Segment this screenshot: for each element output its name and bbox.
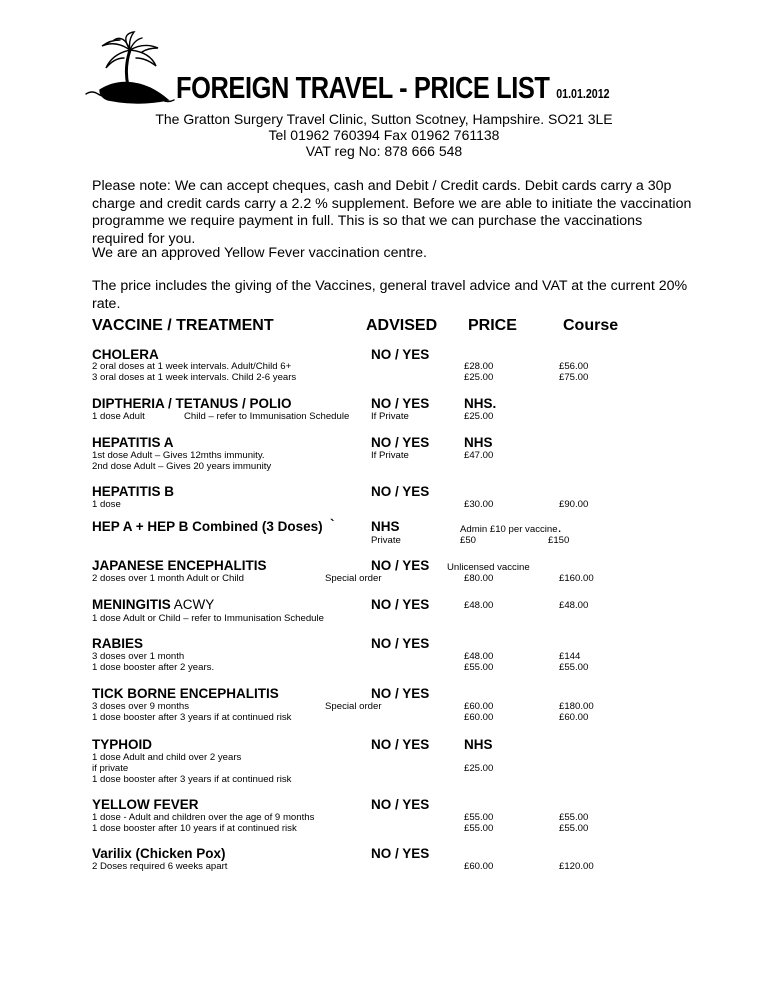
price-value: £48.00: [464, 651, 494, 662]
vaccine-name-hepatitis-b: HEPATITIS B: [92, 484, 175, 499]
header-advised: ADVISED: [366, 317, 438, 334]
header-price: PRICE: [468, 317, 517, 334]
vaccine-name-meningitis: MENINGITIS ACWY: [92, 597, 215, 612]
dose-info: 1 dose Adult and child over 2 years: [92, 752, 242, 763]
price-value: £25.00: [464, 763, 494, 774]
advised-tick-borne-encephalitis: NO / YES: [371, 686, 430, 701]
unlicensed-note: Unlicensed vaccine: [447, 562, 530, 573]
clinic-phone: Tel 01962 760394 Fax 01962 761138: [268, 127, 500, 143]
course-value: £75.00: [559, 372, 589, 383]
price-value: £48.00: [464, 600, 494, 611]
dose-info: Child – refer to Immunisation Schedule: [184, 411, 350, 422]
dose-info: 1 dose Adult: [92, 411, 145, 422]
price-value: £30.00: [464, 499, 494, 510]
price-value: £60.00: [464, 701, 494, 712]
dose-info: 1st dose Adult – Gives 12mths immunity.: [92, 450, 265, 461]
yellow-fever-note: We are an approved Yellow Fever vaccination centre.: [92, 245, 427, 261]
special-order-note: Special order: [325, 701, 382, 712]
advised-varilix: NO / YES: [371, 846, 430, 861]
course-value: £160.00: [559, 573, 594, 584]
payment-note: Please note: We can accept cheques, cash and Debit / Credit cards. Debit cards carry a 30p charge and credit cards carry a 2.2 % supplement. Before we are able to initiate the vaccination programme we require payment in full. This is so that we can purchase the vaccinations required for you.: [92, 178, 692, 247]
advised-yellow-fever: NO / YES: [371, 797, 430, 812]
course-value: £55.00: [559, 662, 589, 673]
palm-island-logo: [84, 30, 180, 108]
advised-diptheria: NO / YES: [371, 396, 430, 411]
vaccine-name-hepatitis-a: HEPATITIS A: [92, 435, 174, 450]
course-value: £60.00: [559, 712, 589, 723]
private-note: If Private: [371, 450, 409, 461]
dose-info: 1 dose: [92, 499, 121, 510]
vaccine-name-hep-ab-combined: HEP A + HEP B Combined (3 Doses): [92, 519, 323, 534]
advised-hep-ab-combined: NHS: [371, 519, 400, 534]
price-value: £50: [460, 535, 477, 546]
advised-typhoid: NO / YES: [371, 737, 430, 752]
price-value: £25.00: [464, 411, 494, 422]
private-note: Private: [371, 535, 401, 546]
nhs-label: NHS: [464, 737, 493, 752]
course-value: £90.00: [559, 499, 589, 510]
dose-info: 3 doses over 9 months: [92, 701, 190, 712]
vaccine-name-varilix: Varilix (Chicken Pox): [92, 846, 226, 861]
dose-info: if private: [92, 763, 129, 774]
vaccine-name-yellow-fever: YELLOW FEVER: [92, 797, 199, 812]
stray-mark: `: [330, 517, 335, 532]
clinic-address: The Gratton Surgery Travel Clinic, Sutton Scotney, Hampshire. SO21 3LE: [155, 111, 613, 127]
price-value: £25.00: [464, 372, 494, 383]
price-list-date: 01.01.2012: [556, 86, 610, 101]
course-value: £180.00: [559, 701, 594, 712]
course-value: £55.00: [559, 812, 589, 823]
dose-info: 1 dose Adult or Child – refer to Immunisation Schedule: [92, 613, 324, 624]
dose-info: 2nd dose Adult – Gives 20 years immunity: [92, 461, 272, 472]
dose-info: 1 dose booster after 10 years if at continued risk: [92, 823, 297, 834]
dose-info: 2 doses over 1 month Adult or Child: [92, 573, 244, 584]
course-value: £48.00: [559, 600, 589, 611]
dose-info: 1 dose booster after 2 years.: [92, 662, 215, 673]
price-value: £55.00: [464, 823, 494, 834]
nhs-label: NHS.: [464, 396, 497, 411]
advised-cholera: NO / YES: [371, 347, 430, 362]
advised-rabies: NO / YES: [371, 636, 430, 651]
price-value: £28.00: [464, 361, 494, 372]
advised-hepatitis-a: NO / YES: [371, 435, 430, 450]
header-course: Course: [563, 317, 619, 334]
special-order-note: Special order: [325, 573, 382, 584]
dose-info: 1 dose - Adult and children over the age of 9 months: [92, 812, 315, 823]
advised-meningitis: NO / YES: [371, 597, 430, 612]
advised-japanese-encephalitis: NO / YES: [371, 558, 430, 573]
advised-hepatitis-b: NO / YES: [371, 484, 430, 499]
price-value: £80.00: [464, 573, 494, 584]
course-value: £150: [548, 535, 570, 546]
price-value: £55.00: [464, 812, 494, 823]
dose-info: 1 dose booster after 3 years if at continued risk: [92, 774, 292, 785]
dose-info: 3 doses over 1 month: [92, 651, 185, 662]
vaccine-name-diptheria: DIPTHERIA / TETANUS / POLIO: [92, 396, 292, 411]
course-value: £120.00: [559, 861, 594, 872]
dose-info: 1 dose booster after 3 years if at continued risk: [92, 712, 292, 723]
price-includes-note: The price includes the giving of the Vaccines, general travel advice and VAT at the current 20% rate.: [92, 278, 688, 312]
dose-info: 3 oral doses at 1 week intervals. Child 2-6 years: [92, 372, 297, 383]
course-value: £56.00: [559, 361, 589, 372]
nhs-label: NHS: [464, 435, 493, 450]
course-value: £55.00: [559, 823, 589, 834]
course-value: £144: [559, 651, 581, 662]
vat-number: VAT reg No: 878 666 548: [305, 143, 463, 159]
vaccine-name-rabies: RABIES: [92, 636, 144, 651]
dose-info: 2 oral doses at 1 week intervals. Adult/Child 6+: [92, 361, 292, 372]
vaccine-name-tick-borne-encephalitis: TICK BORNE ENCEPHALITIS: [92, 686, 279, 701]
private-note: If Private: [371, 411, 409, 422]
price-value: £60.00: [464, 712, 494, 723]
price-value: £47.00: [464, 450, 494, 461]
vaccine-name-japanese-encephalitis: JAPANESE ENCEPHALITIS: [92, 558, 267, 573]
vaccine-name-typhoid: TYPHOID: [92, 737, 153, 752]
header-vaccine: VACCINE / TREATMENT: [92, 317, 274, 334]
page-title: FOREIGN TRAVEL - PRICE LIST 01.01.2012: [176, 70, 610, 105]
vaccine-name-cholera: CHOLERA: [92, 347, 159, 362]
admin-fee-note: Admin £10 per vaccine.: [460, 519, 562, 535]
dose-info: 2 Doses required 6 weeks apart: [92, 861, 228, 872]
price-value: £60.00: [464, 861, 494, 872]
price-value: £55.00: [464, 662, 494, 673]
